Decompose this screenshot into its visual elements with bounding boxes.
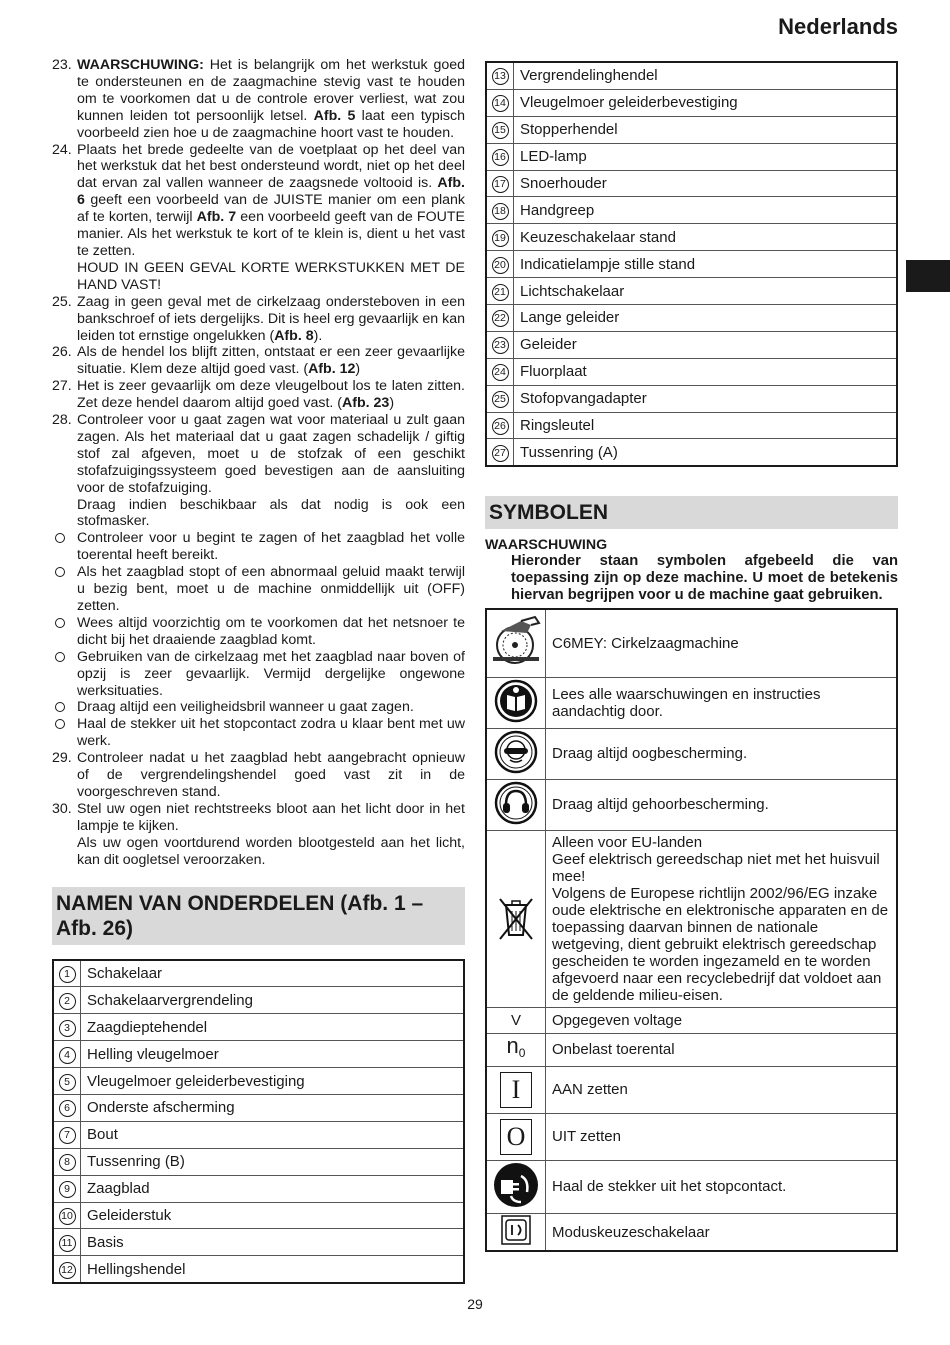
part-label: Helling vleugelmoer [81,1041,465,1068]
symbol-description: Haal de stekker uit het stopcontact. [546,1160,898,1213]
symbol-row [486,728,897,779]
warning-heading: WAARSCHUWING [485,537,608,554]
part-number: 16 [492,149,509,166]
part-label: Handgreep [514,197,898,224]
right-column [485,61,898,1252]
symbol-description: AAN zetten [546,1066,898,1113]
part-number: 4 [59,1047,76,1064]
symbol-description: Onbelast toerental [546,1033,898,1066]
bullet-circle-icon [55,652,65,662]
part-number: 21 [492,284,509,301]
part-label: Ringsleutel [514,412,898,439]
part-label: Vergrendelinghendel [514,62,898,89]
part-label: Zaagblad [81,1175,465,1202]
bullet-circle-icon [55,618,65,628]
part-label: LED-lamp [514,143,898,170]
part-row [486,358,897,385]
symbol-row [486,1113,897,1160]
part-number: 19 [492,230,509,247]
part-label: Lange geleider [514,305,898,332]
part-row [53,1175,464,1202]
part-row [53,987,464,1014]
part-label: Schakelaarvergrendeling [81,987,465,1014]
parts-table-left [52,959,465,1285]
instruction-item [52,378,465,412]
part-label: Geleider [514,331,898,358]
part-row [486,143,897,170]
bullet-item: Gebruiken van de cirkelzaag met het zaagblad naar boven of opzij is zeer gevaarlijk. Vermijd dergelijke ongewone werksituaties. [52,649,465,700]
part-label: Schakelaar [81,960,465,987]
symbol-description: Alleen voor EU-landen Geef elektrisch gereedschap niet met het huisvuil mee! Volgens de Europese richtlijn 2002/96/EG inzake oude elektrische en elektronische apparaten en de toepassing daarvan binnen de nationale wetgeving, dient gebruikt elektrisch gereedschap gescheiden te worden ingezameld en te worden afgevoerd naar een recyclebedrijf dat voldoet aan de geldende milieu-eisen. [546,830,898,1007]
instruction-text: WAARSCHUWING: Het is belangrijk om het werkstuk goed te ondersteunen en de zaagmachine stevig vast te houden om te voorkomen dat u de controle erover verliest, wat zou kunnen leiden tot persoonlijk letsel. Afb. 5 laat een typisch voorbeeld zien hoe u de zaagmachine hoort vast te houden. [77,57,465,141]
symbol-description: Draag altijd oogbescherming. [546,728,898,779]
symbol-row [486,1213,897,1251]
part-row [53,1094,464,1121]
part-row [53,1068,464,1095]
part-number: 12 [59,1262,76,1279]
part-number: 11 [59,1235,76,1252]
switch-on-icon: I [500,1072,532,1108]
instruction-number: 23. [52,57,72,73]
part-number: 2 [59,993,76,1010]
symbol-row [486,1160,897,1213]
instruction-number: 26. [52,344,72,361]
part-label: Fluorplaat [514,358,898,385]
part-number: 8 [59,1154,76,1171]
symbol-row [486,1007,897,1033]
part-number: 23 [492,337,509,354]
part-number: 25 [492,391,509,408]
instruction-text: Controleer nadat u het zaagblad hebt aangebracht opnieuw of de vergrendelingshendel goed vast zit in de voorgeschreven stand. [77,750,465,800]
part-row [486,439,897,466]
part-number: 3 [59,1020,76,1037]
part-label: Zaagdieptehendel [81,1014,465,1041]
bullet-item: Draag altijd een veiligheidsbril wanneer u gaat zagen. [52,699,465,716]
part-row [486,385,897,412]
instruction-list-continued [52,750,465,868]
bullet-list [52,530,465,750]
instruction-number: 30. [52,800,72,817]
instruction-text: Controleer voor u gaat zagen wat voor materiaal u zult gaan zagen. Als het materiaal dat u gaat zagen schadelijk / giftig stof zal afgeven, moet u de stofzak of een geschikt stofafzuigingssysteem goed bevestigen aan de aansluiting voor de stofafzuiging. Draag indien beschikbaar als dat nodig is ook een stofmasker. [77,412,465,530]
part-number: 9 [59,1181,76,1198]
instruction-text: Als de hendel los blijft zitten, ontstaat er een zeer gevaarlijke situatie. Klem deze altijd goed vast. (Afb. 12) [77,344,465,378]
part-row [486,278,897,305]
part-row [53,1202,464,1229]
voltage-icon: V [510,1011,521,1029]
part-number: 15 [492,122,509,139]
part-label: Indicatielampje stille stand [514,251,898,278]
part-row [486,305,897,332]
instruction-text: Het is zeer gevaarlijk om deze vleugelbout los te laten zitten. Zet deze hendel daarom altijd goed vast. (Afb. 23) [77,378,465,412]
instruction-text: Plaats het brede gedeelte van de voetplaat op het deel van het werkstuk dat het best ondersteund wordt, niet op het deel dat ervan zal vallen wanneer de zaagsnede voltooid is. Afb. 6 geeft een voorbeeld van de JUISTE manier om een plank af te korten, terwijl Afb. 7 een voorbeeld geeft van de FOUTE manier. Als het werkstuk te kort of te klein is, dient u het vast te zetten. HOUD IN GEEN GEVAL KORTE WERKSTUKKEN MET DE HAND VAST! [77,141,465,293]
mode-selector-icon [501,1232,531,1249]
part-label: Lichtschakelaar [514,278,898,305]
bullet-item: Haal de stekker uit het stopcontact zodra u klaar bent met uw werk. [52,716,465,750]
instruction-item [52,57,465,142]
part-label: Tussenring (B) [81,1148,465,1175]
section-tab-marker [906,260,950,292]
part-number: 22 [492,310,509,327]
part-number: 1 [59,966,76,983]
part-number: 10 [59,1208,76,1225]
symbol-description: Lees alle waarschuwingen en instructies aandachtig door. [546,677,898,728]
page-number: 29 [467,1296,483,1312]
part-label: Stopperhendel [514,116,898,143]
circular-saw-icon [487,658,545,675]
instruction-number: 25. [52,293,72,310]
instruction-number: 29. [52,750,72,767]
symbol-description: C6MEY: Cirkelzaagmachine [546,609,898,677]
no-load-speed-icon: $n_0$ [506,1033,526,1061]
part-label: Snoerhouder [514,170,898,197]
instruction-text: Stel uw ogen niet rechtstreeks bloot aan het licht door in het lampje te kijken. Als uw ogen voortdurend worden blootgesteld aan het licht, kan dit oogletsel veroorzaken. [77,800,465,868]
part-row [486,224,897,251]
instruction-item [52,801,465,869]
part-label: Onderste afscherming [81,1094,465,1121]
symbol-row [486,1033,897,1066]
bullet-item: Als het zaagblad stopt of een abnormaal geluid maakt terwijl u bezig bent, moet u de machine onmiddellijk uit (OFF) zetten. [52,564,465,615]
part-row [486,251,897,278]
bullet-circle-icon [55,567,65,577]
part-row [486,170,897,197]
warning-text: Hieronder staan symbolen afgebeeld die van toepassing zijn op deze machine. U moet de betekenis hiervan begrijpen voor u de machine gaat gebruiken. [511,553,898,604]
part-row [486,331,897,358]
symbol-row [486,1066,897,1113]
part-number: 18 [492,203,509,220]
symbol-row [486,609,897,677]
instruction-number: 28. [52,412,72,429]
ear-protection-icon [494,812,538,829]
symbol-row [486,677,897,728]
language-header: Nederlands [778,14,898,39]
bullet-item: Wees altijd voorzichtig om te voorkomen dat het netsnoer te dicht bij het draaiende zaagblad komt. [52,615,465,649]
part-label: Basis [81,1229,465,1256]
instruction-number: 24. [52,141,72,158]
instruction-item [52,294,465,345]
part-label: Stofopvangadapter [514,385,898,412]
part-row [486,62,897,89]
part-row [53,1229,464,1256]
bullet-circle-icon [55,702,65,712]
part-number: 5 [59,1074,76,1091]
part-number: 6 [59,1100,76,1117]
bullet-item: Controleer voor u begint te zagen of het zaagblad het volle toerental heeft bereikt. [52,530,465,564]
part-row [53,1014,464,1041]
part-number: 13 [492,68,509,85]
instruction-item [52,142,465,294]
part-row [53,960,464,987]
part-row [53,1121,464,1148]
unplug-icon [493,1195,539,1212]
read-manual-icon [494,710,538,727]
symbol-description: Opgegeven voltage [546,1007,898,1033]
symbol-row [486,830,897,1007]
part-number: 17 [492,176,509,193]
part-label: Hellingshendel [87,1260,186,1278]
part-label: Keuzeschakelaar stand [514,224,898,251]
symbol-description: UIT zetten [546,1113,898,1160]
left-column [52,57,465,1284]
part-row [486,197,897,224]
symbol-description: Draag altijd gehoorbescherming. [546,779,898,830]
part-number: 27 [492,445,509,462]
bullet-circle-icon [55,533,65,543]
symbols-section-title: SYMBOLEN [485,496,898,529]
part-row [486,116,897,143]
parts-section-title: NAMEN VAN ONDERDELEN (Afb. 1 – Afb. 26) [52,887,465,945]
part-row [53,1148,464,1175]
parts-table-right [485,61,898,467]
weee-bin-icon [496,928,536,945]
bullet-circle-icon [55,719,65,729]
symbol-row [486,779,897,830]
instruction-list [52,57,465,530]
symbol-description: Moduskeuzeschakelaar [552,1223,710,1241]
instruction-item [52,750,465,801]
part-label: Tussenring (A) [520,443,618,461]
part-row [53,1041,464,1068]
switch-off-icon: O [500,1119,532,1155]
part-label: Bout [81,1121,465,1148]
part-row [486,89,897,116]
instruction-number: 27. [52,378,72,395]
part-label: Geleiderstuk [81,1202,465,1229]
part-number: 14 [492,95,509,112]
part-label: Vleugelmoer geleiderbevestiging [81,1068,465,1095]
instruction-item [52,344,465,378]
part-number: 24 [492,364,509,381]
part-number: 7 [59,1127,76,1144]
part-row [486,412,897,439]
part-number: 20 [492,257,509,274]
part-row [53,1256,464,1283]
instruction-item [52,412,465,530]
part-label: Vleugelmoer geleiderbevestiging [514,89,898,116]
instruction-text: Zaag in geen geval met de cirkelzaag ondersteboven in een bankschroef of iets dergelijks. Dit is heel erg gevaarlijk en kan leiden tot ernstige ongelukken (Afb. 8). [77,293,465,344]
symbols-table [485,608,898,1252]
part-number: 26 [492,418,509,435]
eye-protection-icon [494,761,538,778]
